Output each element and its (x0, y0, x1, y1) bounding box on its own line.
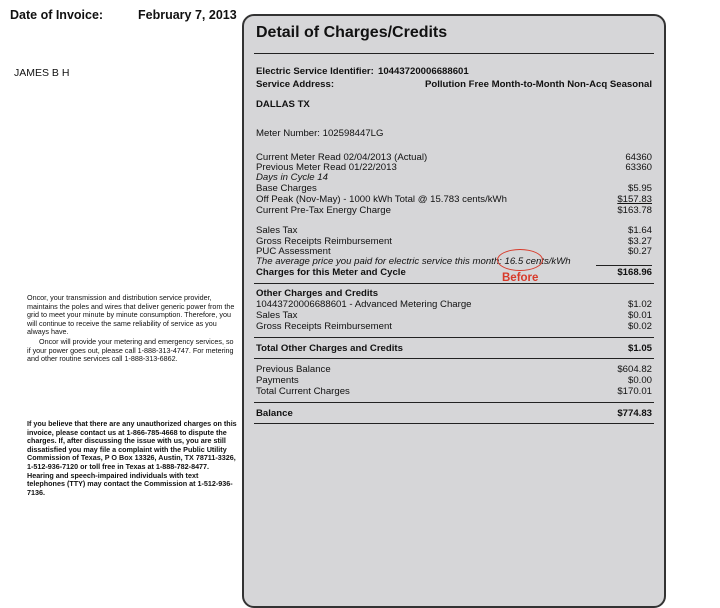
pretax-label: Current Pre-Tax Energy Charge (256, 205, 391, 216)
other-gross-value: $0.02 (627, 321, 652, 332)
puc-value: $0.27 (627, 246, 652, 257)
esi-value: 10443720006688601 (378, 66, 469, 77)
meter-charges-label: Charges for this Meter and Cycle (256, 267, 406, 278)
balance-value: $774.83 (617, 408, 652, 419)
pretax-value: $163.78 (617, 205, 652, 216)
other-gross-label: Gross Receipts Reimbursement (256, 321, 392, 332)
current-read-label: Current Meter Read 02/04/2013 (Actual) (256, 152, 428, 163)
average-price-value: 16.5 cents/kWh (504, 256, 571, 267)
sales-tax-row (256, 225, 652, 236)
oncor-note: Oncor, your transmission and distribution service provider, maintains the poles and wires that deliver generic power from the grid to meet your minute by minute consumption. Therefore, you will continue to receive the same reliability of service as you always have. (27, 293, 235, 337)
total-other-row (256, 343, 652, 354)
off-peak-row (256, 194, 652, 205)
oncor-emergency-note: Oncor will provide your metering and emergency services, so if your power goes out, please call 1-888-313-4747. For metering and other routine services call 1-888-313-6862. (27, 337, 234, 364)
gross-receipts-label: Gross Receipts Reimbursement (256, 236, 392, 247)
dispute-note: If you believe that there are any unauthorized charges on this invoice, please contact us at 1-866-785-4668 to dispute the charges. If, after discussing the issue with us, you are still dissatisfied you may file a complaint with the Public Utility Commission of Texas, P O Box 13326, Austin, TX 78711-3326, 1-512-936-7120 or toll free in Texas at 1-888-782-8477. Hearing and speech-impaired individuals with text telephones (TTY) may contact the Commission at 1-512-936-7136. (27, 419, 237, 497)
other-sales-tax-row (256, 310, 652, 321)
current-read-value: 64360 (625, 152, 652, 163)
service-city: DALLAS TX (256, 99, 310, 110)
service-address-row (256, 79, 652, 90)
average-price-text: The average price you paid for electric service this month: (256, 256, 502, 267)
detail-panel (242, 14, 666, 608)
meter-number: Meter Number: 102598447LG (256, 128, 384, 139)
sales-tax-label: Sales Tax (256, 225, 298, 236)
prev-balance-label: Previous Balance (256, 364, 331, 375)
service-address-label: Service Address: (256, 79, 335, 90)
esi-row (256, 66, 652, 77)
invoice-date-label: Date of Invoice: (10, 8, 104, 22)
other-sales-tax-value: $0.01 (627, 310, 652, 321)
off-peak-label: Off Peak (Nov-May) - 1000 kWh Total @ 15.783 cents/kWh (256, 194, 507, 205)
balance-label: Balance (256, 408, 293, 419)
esi-label: Electric Service Identifier: (256, 66, 374, 77)
section-divider-1 (254, 283, 654, 284)
price-highlight-circle (497, 249, 543, 271)
total-current-row (256, 386, 652, 397)
base-charges-value: $5.95 (627, 183, 652, 194)
total-other-value: $1.05 (627, 343, 652, 354)
payments-value: $0.00 (627, 375, 652, 386)
section-divider-3 (254, 358, 654, 359)
meter-charges-value: $168.96 (617, 267, 652, 278)
balance-row (256, 408, 652, 419)
previous-read-label: Previous Meter Read 01/22/2013 (256, 162, 397, 173)
section-divider-2 (254, 337, 654, 338)
previous-read-value: 63360 (625, 162, 652, 173)
off-peak-value: $157.83 (617, 194, 652, 205)
other-charges-header: Other Charges and Credits (256, 288, 379, 299)
adv-metering-label: 10443720006688601 - Advanced Metering Charge (256, 299, 472, 310)
other-gross-row (256, 321, 652, 332)
total-other-label: Total Other Charges and Credits (256, 343, 403, 354)
invoice-date-value: February 7, 2013 (138, 8, 237, 22)
detail-title: Detail of Charges/Credits (256, 24, 448, 41)
adv-metering-value: $1.02 (627, 299, 652, 310)
customer-name: JAMES B H (14, 67, 70, 79)
payments-label: Payments (256, 375, 299, 386)
other-sales-tax-label: Sales Tax (256, 310, 298, 321)
base-charges-label: Base Charges (256, 183, 317, 194)
puc-label: PUC Assessment (256, 246, 331, 257)
total-current-label: Total Current Charges (256, 386, 350, 397)
prev-balance-row (256, 364, 652, 375)
pretax-row (256, 205, 652, 216)
adv-metering-row (256, 299, 652, 310)
section-divider-5 (254, 423, 654, 424)
total-current-value: $170.01 (617, 386, 652, 397)
average-price-row (256, 256, 652, 267)
subtotal-line (596, 265, 652, 266)
prev-balance-value: $604.82 (617, 364, 652, 375)
payments-row (256, 375, 652, 386)
base-charges-row (256, 183, 652, 194)
meter-charges-row (256, 267, 652, 278)
sales-tax-value: $1.64 (627, 225, 652, 236)
gross-receipts-value: $3.27 (627, 236, 652, 247)
before-annotation: Before (502, 272, 539, 284)
days-in-cycle: Days in Cycle 14 (256, 172, 328, 183)
plan-name: Pollution Free Month-to-Month Non-Acq Seasonal (424, 79, 652, 90)
section-divider-4 (254, 402, 654, 403)
title-divider (254, 53, 654, 54)
